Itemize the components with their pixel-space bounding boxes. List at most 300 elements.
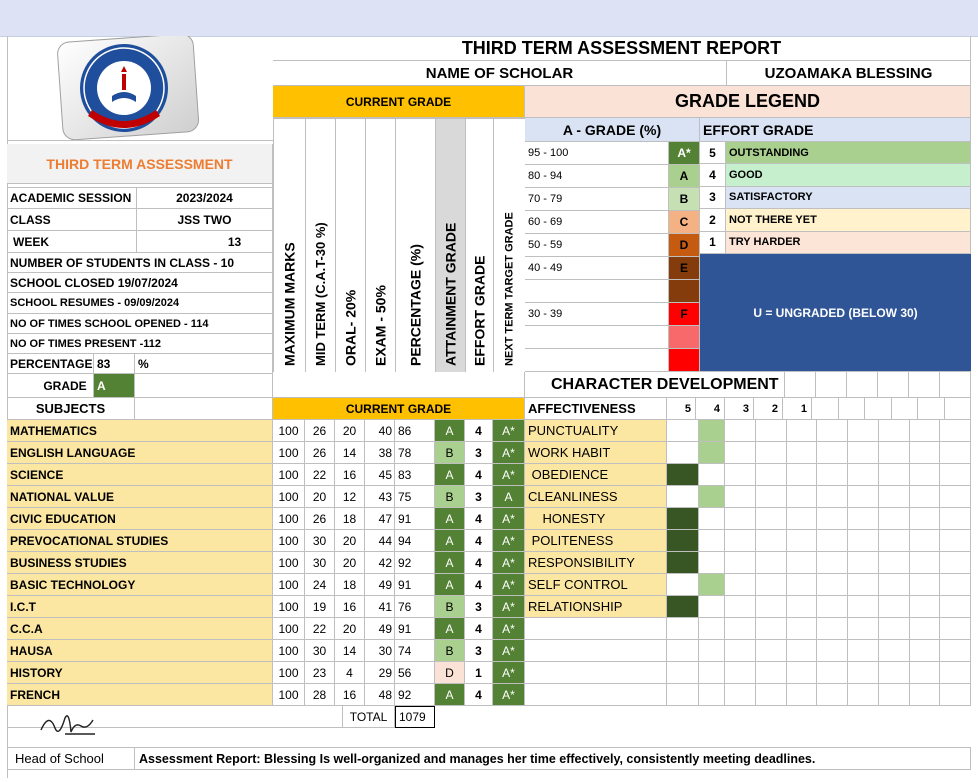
- target-grade: A*: [493, 508, 525, 530]
- grid-cell: [817, 618, 848, 640]
- grid-cell: [816, 372, 847, 398]
- target-grade: A*: [493, 596, 525, 618]
- rating-5-cell: [667, 508, 699, 530]
- grid-cell: [910, 420, 941, 442]
- grid-cell: [525, 640, 667, 662]
- mid-term-score: 26: [305, 508, 335, 530]
- grid-cell: [817, 684, 848, 706]
- grid-cell: [787, 640, 818, 662]
- rating-4-cell: [699, 508, 725, 530]
- exam-score: 49: [365, 574, 395, 596]
- attainment-grade: B: [435, 486, 465, 508]
- a-grade-range: 40 - 49: [525, 257, 669, 280]
- grid-cell: [940, 552, 971, 574]
- report-sheet: [7, 36, 971, 778]
- grid-cell: [940, 464, 971, 486]
- grid-cell: [756, 508, 787, 530]
- percentage-score: 91: [395, 618, 435, 640]
- trait-name: HONESTY: [525, 508, 667, 530]
- scale-label: 5: [667, 398, 696, 420]
- effort-grade-label: OUTSTANDING: [726, 142, 971, 164]
- grid-cell: [865, 398, 892, 420]
- effort-grade-number: 5: [700, 142, 726, 164]
- col-mid-term: MID TERM (C.A.T-30 %): [305, 118, 335, 372]
- grid-cell: [878, 372, 909, 398]
- grid-cell: [756, 618, 787, 640]
- target-grade: A*: [493, 684, 525, 706]
- exam-score: 30: [365, 640, 395, 662]
- grid-cell: [817, 486, 848, 508]
- grid-cell: [940, 530, 971, 552]
- grid-cell: [667, 618, 699, 640]
- percentage-value: 83: [94, 354, 135, 374]
- rating-4-cell: [699, 596, 725, 618]
- col-exam: EXAM - 50%: [365, 118, 395, 372]
- a-grade-range: 60 - 69: [525, 211, 669, 234]
- grid-cell: [787, 530, 818, 552]
- grid-cell: [879, 420, 910, 442]
- grid-cell: [787, 662, 818, 684]
- target-grade: A*: [493, 530, 525, 552]
- times-present: NO OF TIMES PRESENT -112: [7, 334, 273, 354]
- grid-cell: [699, 662, 725, 684]
- trait-name: RESPONSIBILITY: [525, 552, 667, 574]
- percentage-score: 76: [395, 596, 435, 618]
- grid-cell: [667, 640, 699, 662]
- max-marks: 100: [273, 596, 305, 618]
- oral-score: 16: [335, 684, 365, 706]
- times-opened: NO OF TIMES SCHOOL OPENED - 114: [7, 314, 273, 334]
- oral-score: 20: [335, 618, 365, 640]
- exam-score: 49: [365, 618, 395, 640]
- grid-cell: [879, 640, 910, 662]
- grid-cell: [940, 640, 971, 662]
- rating-4-cell: [699, 486, 725, 508]
- oral-score: 16: [335, 464, 365, 486]
- grade-label: GRADE: [7, 374, 94, 398]
- subject-name: BASIC TECHNOLOGY: [7, 574, 273, 596]
- session-label: ACADEMIC SESSION: [7, 188, 137, 209]
- attainment-grade: A: [435, 420, 465, 442]
- max-marks: 100: [273, 486, 305, 508]
- rating-5-cell: [667, 442, 699, 464]
- a-grade-swatch: [669, 349, 700, 372]
- scale-label: 1: [783, 398, 812, 420]
- mid-term-score: 23: [305, 662, 335, 684]
- grid-cell: [848, 464, 879, 486]
- a-grade-swatch: F: [669, 303, 700, 326]
- grid-cell: [879, 618, 910, 640]
- grid-cell: [848, 640, 879, 662]
- exam-score: 44: [365, 530, 395, 552]
- ungraded-note: U = UNGRADED (BELOW 30): [700, 254, 971, 372]
- max-marks: 100: [273, 464, 305, 486]
- head-of-school-label: Head of School: [7, 748, 135, 770]
- grid-cell: [945, 398, 972, 420]
- grid-cell: [787, 618, 818, 640]
- grid-cell: [725, 508, 756, 530]
- percentage-sign: %: [135, 354, 273, 374]
- grid-cell: [725, 684, 756, 706]
- rating-5-cell: [667, 420, 699, 442]
- grid-cell: [817, 530, 848, 552]
- subject-name: FRENCH: [7, 684, 273, 706]
- percentage-score: 94: [395, 530, 435, 552]
- oral-score: 14: [335, 442, 365, 464]
- attainment-grade: B: [435, 640, 465, 662]
- trait-name: OBEDIENCE: [525, 464, 667, 486]
- effort-grade: 4: [465, 530, 493, 552]
- rating-5-cell: [667, 552, 699, 574]
- grade-legend-title: GRADE LEGEND: [525, 86, 971, 118]
- school-resumes: SCHOOL RESUMES - 09/09/2024: [7, 293, 273, 314]
- rating-5-cell: [667, 464, 699, 486]
- grid-cell: [879, 530, 910, 552]
- grid-cell: [879, 508, 910, 530]
- grid-cell: [787, 596, 818, 618]
- effort-grade: 1: [465, 662, 493, 684]
- subject-name: SCIENCE: [7, 464, 273, 486]
- subject-name: MATHEMATICS: [7, 420, 273, 442]
- grid-cell: [910, 508, 941, 530]
- grid-cell: [787, 552, 818, 574]
- max-marks: 100: [273, 618, 305, 640]
- trait-name: SELF CONTROL: [525, 574, 667, 596]
- attainment-grade: A: [435, 618, 465, 640]
- grid-cell: [848, 662, 879, 684]
- grid-cell: [756, 596, 787, 618]
- attainment-grade: A: [435, 530, 465, 552]
- grid-cell: [910, 464, 941, 486]
- max-marks: 100: [273, 530, 305, 552]
- a-grade-range: [525, 280, 669, 303]
- grid-cell: [756, 442, 787, 464]
- rating-5-cell: [667, 596, 699, 618]
- total-label: TOTAL: [343, 706, 395, 728]
- scale-label: 2: [754, 398, 783, 420]
- grid-cell: [848, 530, 879, 552]
- school-logo: [52, 36, 202, 140]
- grid-cell: [848, 486, 879, 508]
- grid-cell: [879, 464, 910, 486]
- grid-cell: [756, 640, 787, 662]
- grid-cell: [725, 464, 756, 486]
- scale-label: 3: [725, 398, 754, 420]
- percentage-score: 56: [395, 662, 435, 684]
- assessment-report-text: Assessment Report: Blessing Is well-organized and manages her time effectively, consistently meeting deadlines.: [135, 748, 971, 770]
- effort-grade: 4: [465, 552, 493, 574]
- oral-score: 18: [335, 574, 365, 596]
- attainment-grade: B: [435, 442, 465, 464]
- current-grade-header-2: CURRENT GRADE: [273, 398, 525, 420]
- grid-cell: [756, 552, 787, 574]
- effort-grade-label: GOOD: [726, 164, 971, 186]
- grid-cell: [817, 640, 848, 662]
- grid-cell: [879, 552, 910, 574]
- rating-4-cell: [699, 442, 725, 464]
- grid-cell: [940, 662, 971, 684]
- mid-term-score: 30: [305, 530, 335, 552]
- trait-name: RELATIONSHIP: [525, 596, 667, 618]
- report-title: THIRD TERM ASSESSMENT REPORT: [273, 36, 971, 61]
- subject-name: I.C.T: [7, 596, 273, 618]
- max-marks: 100: [273, 662, 305, 684]
- col-max-marks: MAXIMUM MARKS: [273, 118, 305, 372]
- effort-grade-number: 4: [700, 164, 726, 186]
- a-grade-swatch: D: [669, 234, 700, 257]
- grid-cell: [817, 508, 848, 530]
- grid-cell: [725, 596, 756, 618]
- grid-cell: [879, 662, 910, 684]
- effort-grade: 4: [465, 684, 493, 706]
- mid-term-score: 26: [305, 442, 335, 464]
- grid-cell: [910, 640, 941, 662]
- col-effort: EFFORT GRADE: [465, 118, 493, 372]
- a-grade-range: 80 - 94: [525, 165, 669, 188]
- grid-cell: [940, 420, 971, 442]
- grid-cell: [940, 596, 971, 618]
- grid-cell: [725, 530, 756, 552]
- grid-cell: [910, 442, 941, 464]
- target-grade: A*: [493, 574, 525, 596]
- percentage-label: PERCENTAGE: [7, 354, 94, 374]
- a-grade-swatch: [669, 326, 700, 349]
- class-value: JSS TWO: [137, 209, 273, 231]
- effort-grade: 4: [465, 420, 493, 442]
- mid-term-score: 28: [305, 684, 335, 706]
- target-grade: A*: [493, 464, 525, 486]
- top-bar: [0, 0, 978, 37]
- grid-cell: [725, 640, 756, 662]
- grid-cell: [787, 420, 818, 442]
- grid-cell: [817, 596, 848, 618]
- percentage-score: 92: [395, 684, 435, 706]
- rating-4-cell: [699, 530, 725, 552]
- subject-name: CIVIC EDUCATION: [7, 508, 273, 530]
- total-value: 1079: [395, 706, 435, 728]
- week-label: WEEK: [7, 231, 137, 253]
- effort-grade: 3: [465, 640, 493, 662]
- exam-score: 41: [365, 596, 395, 618]
- grid-cell: [918, 398, 945, 420]
- attainment-grade: A: [435, 684, 465, 706]
- percentage-score: 92: [395, 552, 435, 574]
- subject-name: HISTORY: [7, 662, 273, 684]
- effort-grade: 3: [465, 596, 493, 618]
- grid-cell: [817, 662, 848, 684]
- max-marks: 100: [273, 684, 305, 706]
- exam-score: 48: [365, 684, 395, 706]
- grid-cell: [787, 486, 818, 508]
- grid-cell: [756, 662, 787, 684]
- subjects-header: SUBJECTS: [7, 398, 135, 420]
- a-grade-range: 70 - 79: [525, 188, 669, 211]
- grid-cell: [787, 684, 818, 706]
- grid-cell: [848, 508, 879, 530]
- effort-grade-label: SATISFACTORY: [726, 187, 971, 209]
- rating-4-cell: [699, 464, 725, 486]
- max-marks: 100: [273, 442, 305, 464]
- oral-score: 14: [335, 640, 365, 662]
- students-count: NUMBER OF STUDENTS IN CLASS - 10: [7, 253, 273, 273]
- effort-grade: 4: [465, 618, 493, 640]
- grid-cell: [910, 574, 941, 596]
- grid-cell: [699, 640, 725, 662]
- grid-cell: [817, 420, 848, 442]
- oral-score: 4: [335, 662, 365, 684]
- effort-grade-label: NOT THERE YET: [726, 209, 971, 231]
- grid-cell: [940, 684, 971, 706]
- effort-grade: 4: [465, 574, 493, 596]
- a-grade-range: [525, 349, 669, 372]
- grid-cell: [725, 486, 756, 508]
- max-marks: 100: [273, 574, 305, 596]
- grid-cell: [892, 398, 919, 420]
- grid-cell: [879, 486, 910, 508]
- a-grade-swatch: [669, 280, 700, 303]
- grid-cell: [817, 464, 848, 486]
- grid-cell: [940, 486, 971, 508]
- a-grade-swatch: E: [669, 257, 700, 280]
- grid-cell: [725, 618, 756, 640]
- rating-5-cell: [667, 530, 699, 552]
- trait-name: POLITENESS: [525, 530, 667, 552]
- scale-label: 4: [696, 398, 725, 420]
- exam-score: 38: [365, 442, 395, 464]
- mid-term-score: 30: [305, 640, 335, 662]
- grid-cell: [725, 442, 756, 464]
- subject-name: C.C.A: [7, 618, 273, 640]
- mid-term-score: 22: [305, 464, 335, 486]
- mid-term-score: 30: [305, 552, 335, 574]
- grid-cell: [667, 684, 699, 706]
- trait-name: CLEANLINESS: [525, 486, 667, 508]
- oral-score: 20: [335, 552, 365, 574]
- grid-cell: [817, 552, 848, 574]
- oral-score: 18: [335, 508, 365, 530]
- grid-cell: [699, 618, 725, 640]
- grid-cell: [848, 442, 879, 464]
- current-grade-header: CURRENT GRADE: [273, 86, 525, 118]
- max-marks: 100: [273, 420, 305, 442]
- max-marks: 100: [273, 508, 305, 530]
- grid-cell: [699, 684, 725, 706]
- grid-cell: [847, 372, 878, 398]
- grid-cell: [525, 618, 667, 640]
- rating-4-cell: [699, 552, 725, 574]
- grid-cell: [848, 618, 879, 640]
- percentage-score: 83: [395, 464, 435, 486]
- target-grade: A*: [493, 442, 525, 464]
- grid-cell: [879, 684, 910, 706]
- a-grade-swatch: A: [669, 165, 700, 188]
- col-oral: ORAL- 20%: [335, 118, 365, 372]
- grid-cell: [756, 574, 787, 596]
- grid-cell: [725, 552, 756, 574]
- grid-cell: [817, 442, 848, 464]
- grid-cell: [787, 464, 818, 486]
- grid-cell: [879, 596, 910, 618]
- mid-term-score: 26: [305, 420, 335, 442]
- percentage-score: 86: [395, 420, 435, 442]
- grid-cell: [879, 574, 910, 596]
- exam-score: 43: [365, 486, 395, 508]
- subject-name: ENGLISH LANGUAGE: [7, 442, 273, 464]
- target-grade: A*: [493, 420, 525, 442]
- mid-term-score: 19: [305, 596, 335, 618]
- effort-grade: 3: [465, 442, 493, 464]
- effort-grade: 4: [465, 464, 493, 486]
- target-grade: A: [493, 486, 525, 508]
- grid-cell: [910, 618, 941, 640]
- target-grade: A*: [493, 618, 525, 640]
- oral-score: 12: [335, 486, 365, 508]
- subject-name: BUSINESS STUDIES: [7, 552, 273, 574]
- effort-grade-label: TRY HARDER: [726, 232, 971, 254]
- grid-cell: [525, 662, 667, 684]
- grid-cell: [756, 530, 787, 552]
- overall-grade: A: [94, 374, 135, 398]
- trait-name: PUNCTUALITY: [525, 420, 667, 442]
- grid-cell: [910, 530, 941, 552]
- term-assessment-label: THIRD TERM ASSESSMENT: [7, 144, 273, 184]
- grid-cell: [910, 596, 941, 618]
- grid-cell: [879, 442, 910, 464]
- effort-grade-number: 3: [700, 187, 726, 209]
- percentage-score: 78: [395, 442, 435, 464]
- grid-cell: [940, 442, 971, 464]
- grid-cell: [940, 618, 971, 640]
- week-value: 13: [137, 231, 273, 253]
- rating-5-cell: [667, 486, 699, 508]
- col-target: NEXT TERM TARGET GRADE: [493, 118, 525, 372]
- grid-cell: [756, 684, 787, 706]
- attainment-grade: D: [435, 662, 465, 684]
- effort-grade: 4: [465, 508, 493, 530]
- subject-name: HAUSA: [7, 640, 273, 662]
- grid-cell: [910, 662, 941, 684]
- a-grade-range: 50 - 59: [525, 234, 669, 257]
- a-grade-range: 95 - 100: [525, 142, 669, 165]
- grid-cell: [725, 574, 756, 596]
- grid-cell: [525, 684, 667, 706]
- grid-cell: [848, 420, 879, 442]
- character-title: CHARACTER DEVELOPMENT: [525, 372, 785, 398]
- exam-score: 45: [365, 464, 395, 486]
- grid-cell: [839, 398, 866, 420]
- grid-cell: [848, 574, 879, 596]
- mid-term-score: 24: [305, 574, 335, 596]
- a-grade-swatch: B: [669, 188, 700, 211]
- target-grade: A*: [493, 640, 525, 662]
- grid-cell: [756, 420, 787, 442]
- a-grade-swatch: A*: [669, 142, 700, 165]
- attainment-grade: A: [435, 464, 465, 486]
- school-closed: SCHOOL CLOSED 19/07/2024: [7, 273, 273, 293]
- rating-4-cell: [699, 420, 725, 442]
- mid-term-score: 20: [305, 486, 335, 508]
- effort-grade: 3: [465, 486, 493, 508]
- exam-score: 47: [365, 508, 395, 530]
- exam-score: 40: [365, 420, 395, 442]
- grid-cell: [910, 684, 941, 706]
- grid-cell: [848, 552, 879, 574]
- a-grade-range: [525, 326, 669, 349]
- max-marks: 100: [273, 640, 305, 662]
- grid-cell: [787, 574, 818, 596]
- session-value: 2023/2024: [137, 188, 273, 209]
- grid-cell: [909, 372, 940, 398]
